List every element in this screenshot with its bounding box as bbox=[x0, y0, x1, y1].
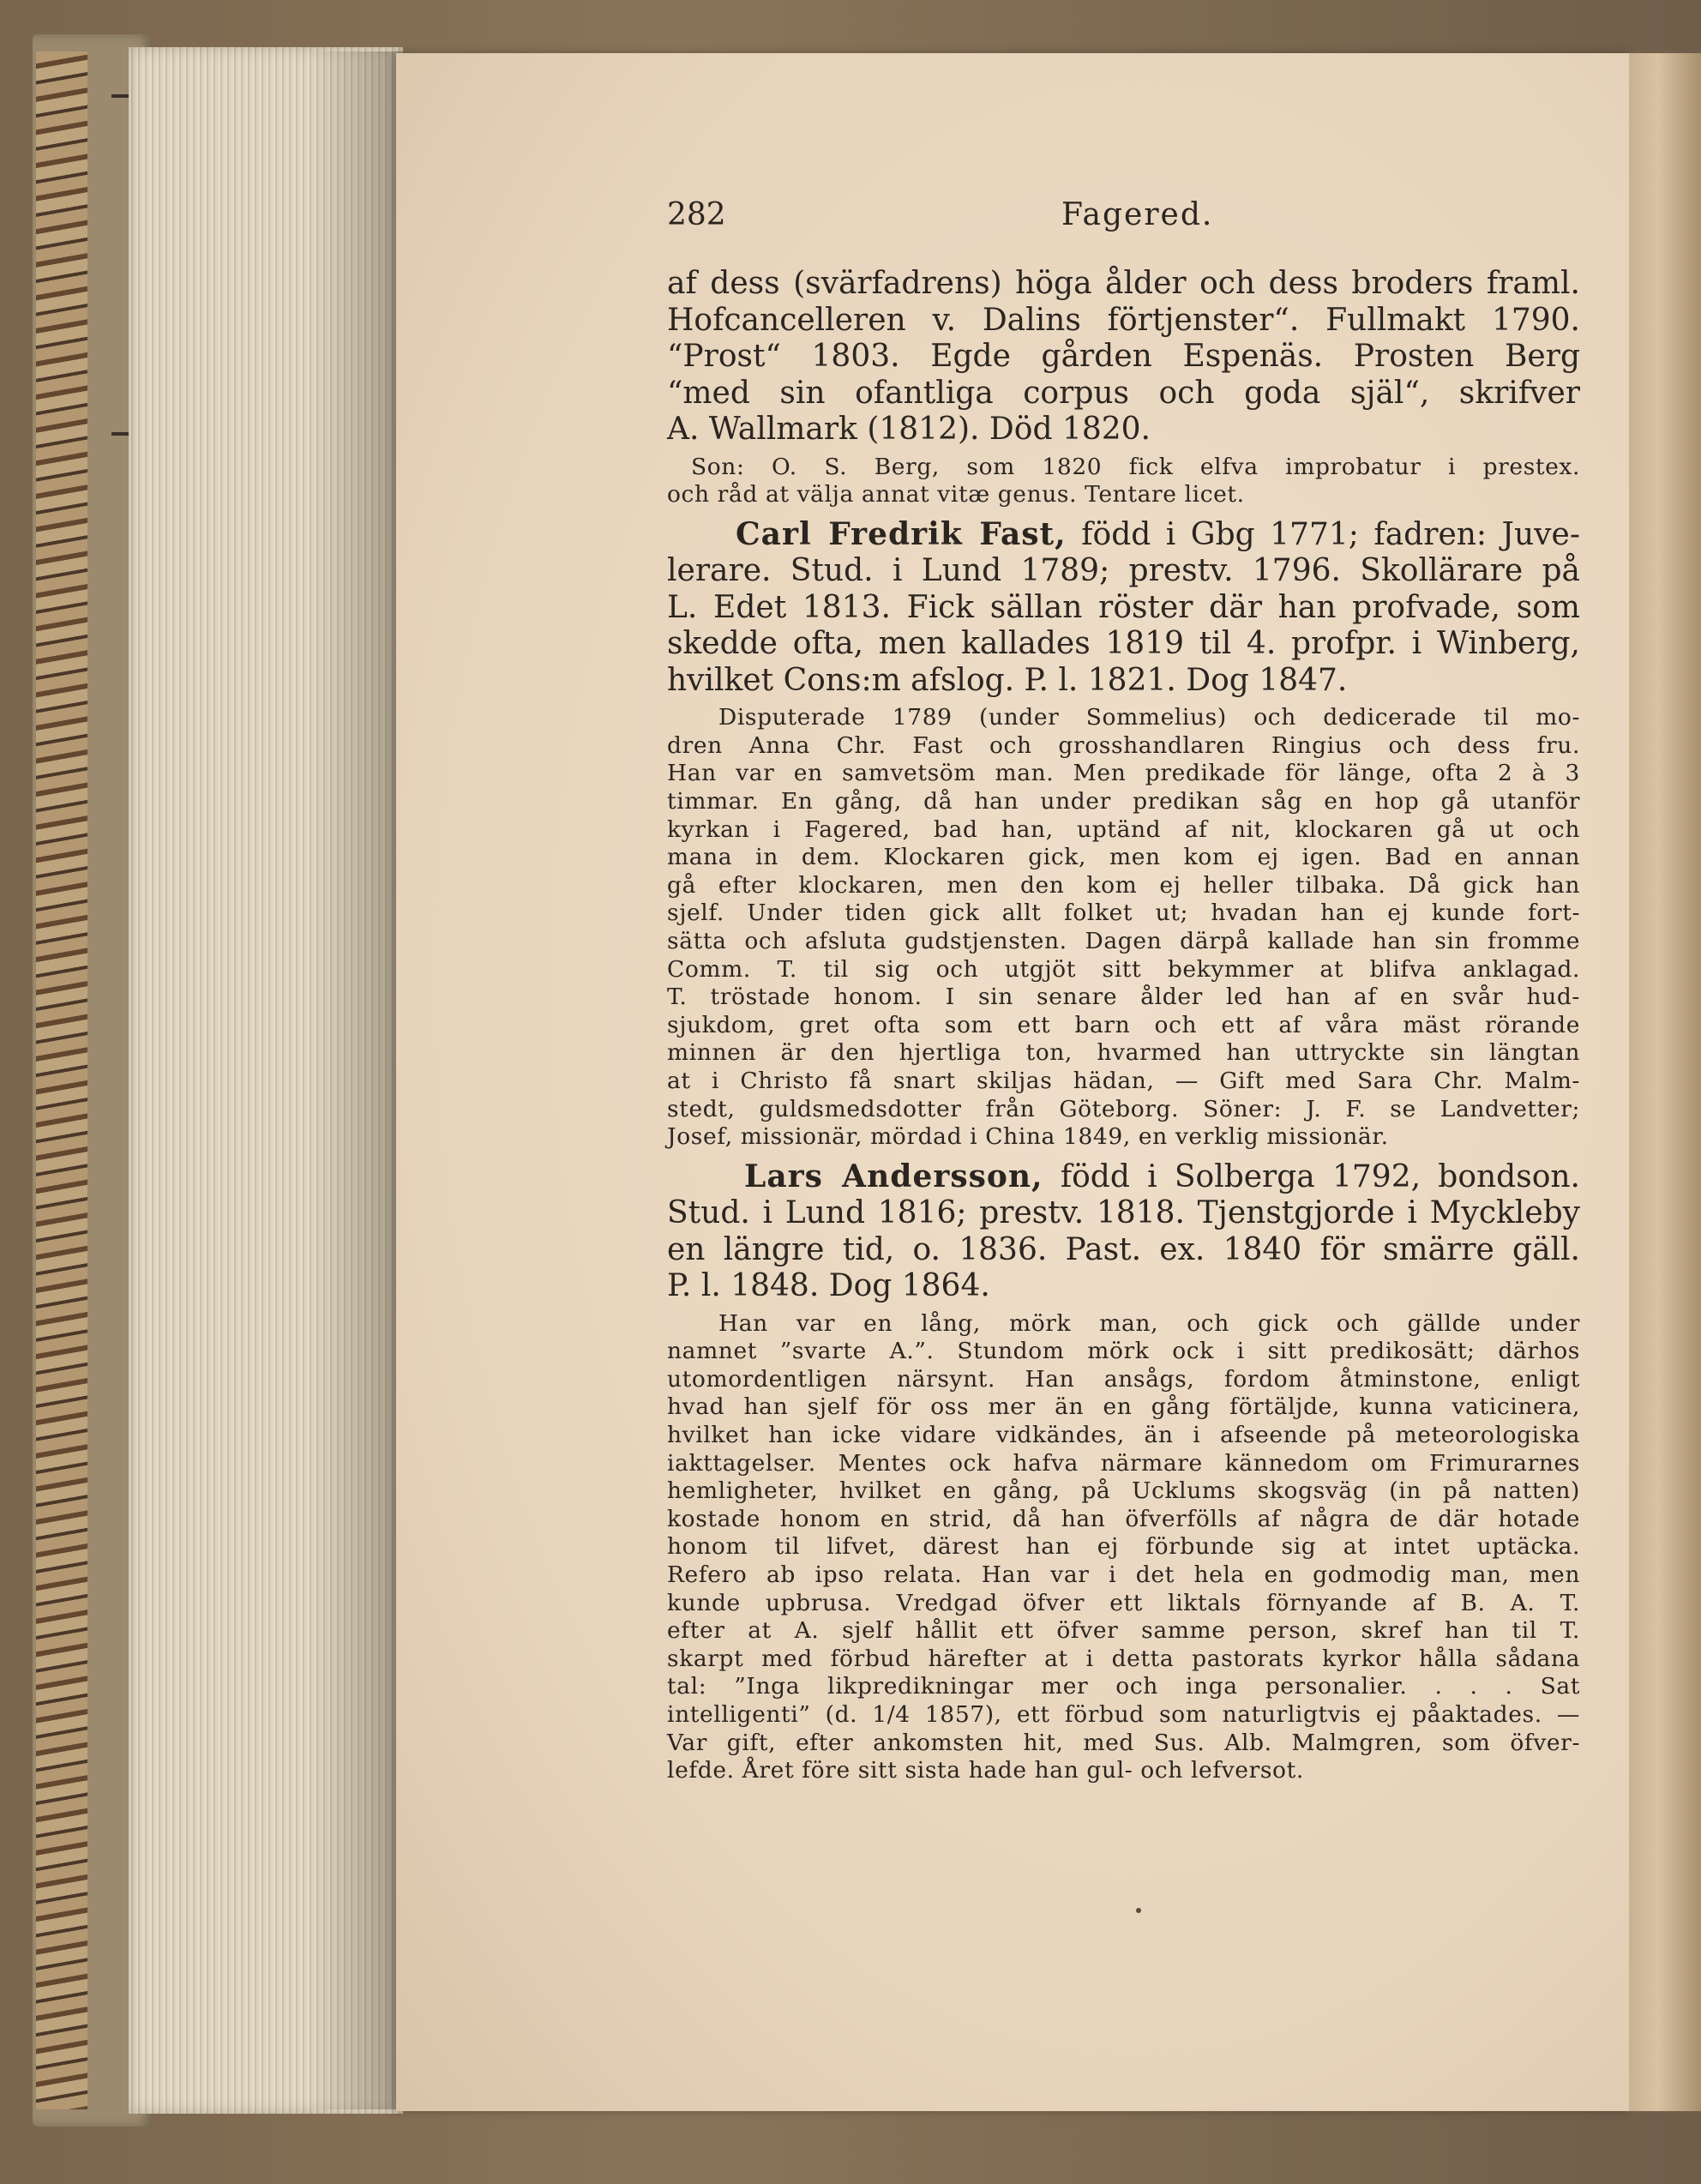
page-number: 282 bbox=[667, 197, 726, 232]
text-line: Var gift, efter ankomsten hit, med Sus. Alb. Malmgren, som öfver- bbox=[667, 1729, 1580, 1756]
text-line: Stud. i Lund 1816; prestv. 1818. Tjenstgjorde i Myckleby bbox=[667, 1195, 1580, 1231]
text-line: sjelf. Under tiden gick allt folket ut; hvadan han ej kunde fort- bbox=[667, 899, 1580, 927]
entry-carl-fredrik-fast bbox=[667, 516, 1580, 700]
text-line: P. l. 1848. Dog 1864. bbox=[667, 1268, 990, 1304]
text-line: efter at A. sjelf hållit ett öfver samme person, skref han til T. bbox=[667, 1617, 1580, 1645]
text-line: minnen är den hjertliga ton, hvarmed han uttryckte sin längtan bbox=[667, 1039, 1580, 1067]
text-line: Hofcancelleren v. Dalins förtjenster“. Fullmakt 1790. bbox=[667, 302, 1580, 338]
entry-notes-fast bbox=[667, 704, 1580, 1152]
text-line: timmar. En gång, då han under predikan såg en hop gå utanför bbox=[667, 787, 1580, 815]
text-line: Josef, missionär, mördad i China 1849, en verklig missionär. bbox=[667, 1123, 1389, 1151]
page-text bbox=[667, 197, 1580, 1792]
text-line: sätta och afsluta gudstjensten. Dagen därpå kallade han sin fromme bbox=[667, 927, 1580, 954]
text-line: Han var en samvetsöm man. Men predikade för länge, ofta 2 à 3 bbox=[667, 760, 1580, 787]
text-line: en längre tid, o. 1836. Past. ex. 1840 för smärre gäll. bbox=[667, 1231, 1580, 1267]
text-line: kunde upbrusa. Vredgad öfver ett liktals förnyande af B. A. T. bbox=[667, 1589, 1580, 1616]
cover-marbling bbox=[36, 51, 87, 2109]
text-line: A. Wallmark (1812). Död 1820. bbox=[667, 412, 1151, 447]
text-line: hvad han sjelf för oss mer än en gång förtäljde, kunna vaticinera, bbox=[667, 1393, 1580, 1421]
running-head: Fagered. bbox=[1061, 197, 1214, 232]
text-line: utomordentligen närsynt. Han ansågs, fordom åtminstone, enligt bbox=[667, 1365, 1580, 1393]
text-line: mana in dem. Klockaren gick, men kom ej igen. Bad en annan bbox=[667, 844, 1580, 871]
text-line: hvilket Cons:m afslog. P. l. 1821. Dog 1847. bbox=[667, 662, 1348, 698]
text-line: hemligheter, hvilket en gång, på Ucklums skogsväg (in på natten) bbox=[667, 1477, 1580, 1505]
text-line: hvilket han icke vidare vidkändes, än i afseende på meteorologiska bbox=[667, 1422, 1580, 1449]
text-line: och råd at välja annat vitæ genus. Tentare licet. bbox=[667, 481, 1245, 508]
ink-speck bbox=[1136, 1908, 1141, 1913]
text-line: iakttagelser. Mentes ock hafva närmare kännedom om Frimurarnes bbox=[667, 1449, 1580, 1477]
paragraph-continuation bbox=[667, 266, 1580, 448]
text-line: Han var en lång, mörk man, och gick och gällde under bbox=[718, 1309, 1580, 1337]
footnote-paragraph bbox=[667, 454, 1580, 509]
text-line: tal: ”Inga likpredikningar mer och inga personalier. . . . Sat bbox=[667, 1673, 1580, 1700]
text-line: “med sin ofantliga corpus och goda själ“, skrifver bbox=[667, 375, 1580, 411]
text-line: intelligenti” (d. 1/4 1857), ett förbud som naturligtvis ej påaktades. — bbox=[667, 1701, 1580, 1728]
text-line: Son: O. S. Berg, som 1820 fick elfva improbatur i prestex. bbox=[691, 453, 1580, 480]
text-line: kostade honom en strid, då han öfverfölls af några de där hotade bbox=[667, 1505, 1580, 1532]
text-line: sjukdom, gret ofta som ett barn och ett af våra mäst rörande bbox=[667, 1011, 1580, 1038]
text-line: honom til lifvet, därest han ej förbunde sig at intet uptäcka. bbox=[667, 1533, 1580, 1561]
text-line: af dess (svärfadrens) höga ålder och dess broders framl. bbox=[667, 266, 1580, 301]
text-line: skedde ofta, men kallades 1819 til 4. profpr. i Winberg, bbox=[667, 626, 1580, 662]
text-line: skarpt med förbud härefter at i detta pastorats kyrkor hålla sådana bbox=[667, 1645, 1580, 1672]
text-line bbox=[667, 1158, 1580, 1196]
person-name: Lars Andersson, bbox=[744, 1158, 1043, 1194]
text-line: lerare. Stud. i Lund 1789; prestv. 1796. Skollärare på bbox=[667, 553, 1580, 589]
next-page-edge bbox=[1629, 53, 1701, 2111]
text-line: gå efter klockaren, men den kom ej heller tilbaka. Då gick han bbox=[667, 871, 1580, 899]
entry-notes-andersson bbox=[667, 1310, 1580, 1785]
entry-lars-andersson bbox=[667, 1158, 1580, 1305]
text-line: lefde. Året före sitt sista hade han gul- och lefversot. bbox=[667, 1757, 1304, 1784]
text-line: T. tröstade honom. I sin senare ålder led han af en svår hud- bbox=[667, 984, 1580, 1011]
text-line bbox=[667, 516, 1580, 554]
text-line: at i Christo få snart skiljas hädan, — Gift med Sara Chr. Malm- bbox=[667, 1067, 1580, 1094]
text-fragment: född i Gbg 1771; fadren: Juve- bbox=[1066, 516, 1580, 552]
page-edges-shadow bbox=[309, 51, 403, 2109]
person-name: Carl Fredrik Fast, bbox=[736, 515, 1067, 552]
text-line: Refero ab ipso relata. Han var i det hela en godmodig man, men bbox=[667, 1561, 1580, 1589]
text-line: “Prost“ 1803. Egde gården Espenäs. Prosten Berg bbox=[667, 339, 1580, 374]
text-line: Comm. T. til sig och utgjöt sitt bekymmer at blifva anklagad. bbox=[667, 955, 1580, 983]
text-line: dren Anna Chr. Fast och grosshandlaren Ringius och dess fru. bbox=[667, 731, 1580, 759]
text-line: Disputerade 1789 (under Sommelius) och dedicerade til mo- bbox=[718, 704, 1580, 731]
text-fragment: född i Solberga 1792, bondson. bbox=[1043, 1158, 1580, 1194]
text-line: L. Edet 1813. Fick sällan röster där han profvade, som bbox=[667, 589, 1580, 625]
text-line: stedt, guldsmedsdotter från Göteborg. Söner: J. F. se Landvetter; bbox=[667, 1095, 1580, 1122]
text-line: kyrkan i Fagered, bad han, uptänd af nit, klockaren gå ut och bbox=[667, 815, 1580, 843]
page-header bbox=[667, 197, 1580, 257]
text-line: namnet ”svarte A.”. Stundom mörk ock i sitt predikosätt; därhos bbox=[667, 1338, 1580, 1365]
